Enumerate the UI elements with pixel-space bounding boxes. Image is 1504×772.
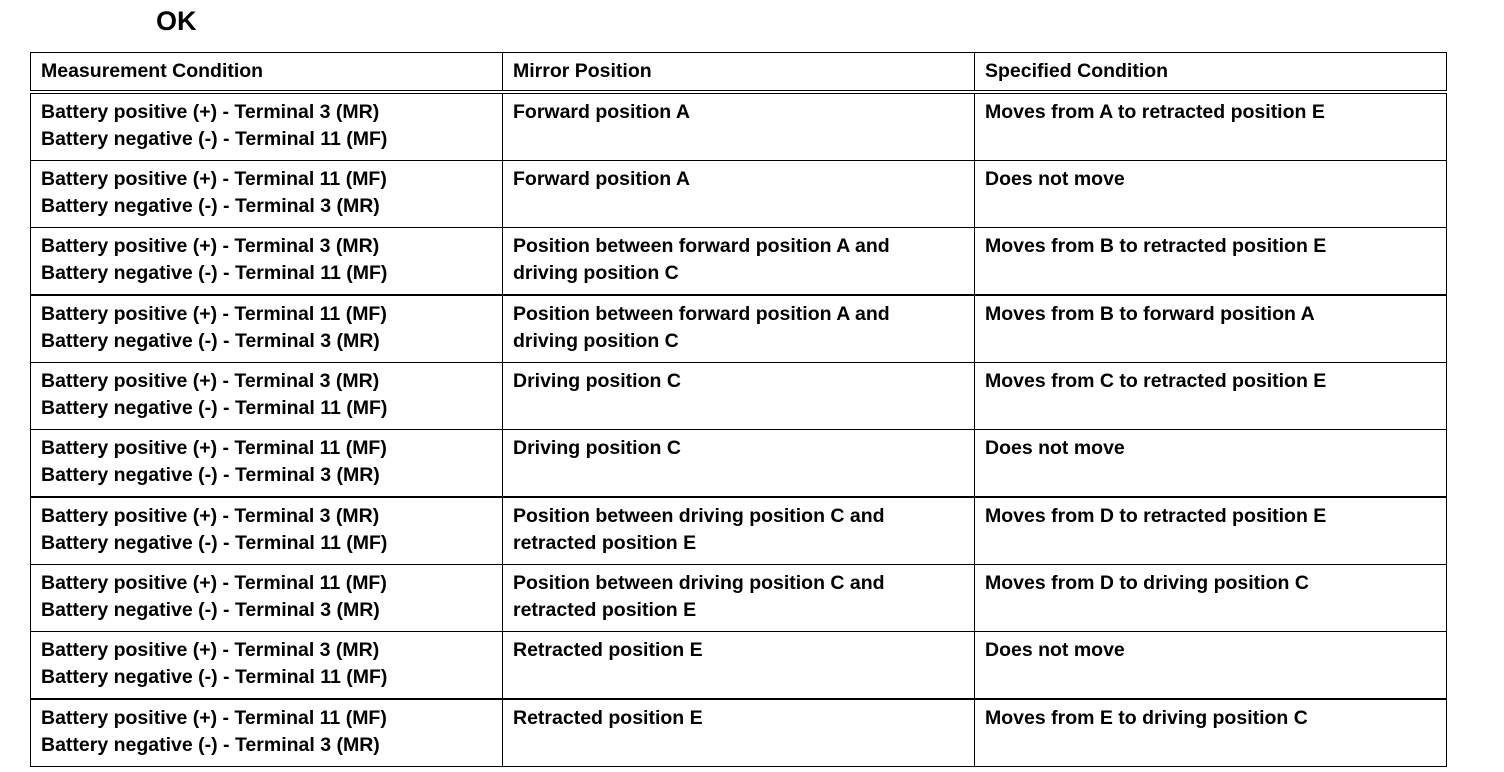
measurement-condition-cell (31, 565, 503, 632)
measurement-condition-line: Battery positive (+) - Terminal 11 (MF) (41, 303, 387, 325)
page-title: OK (156, 6, 197, 36)
mirror-position-line: Forward position A (513, 101, 690, 123)
measurement-condition-line: Battery negative (-) - Terminal 11 (MF) (41, 128, 388, 150)
measurement-condition-line: Battery negative (-) - Terminal 11 (MF) (41, 262, 388, 284)
mirror-position-cell (503, 92, 975, 161)
table-row (31, 632, 1447, 700)
mirror-position-line: driving position C (513, 330, 679, 352)
mirror-position-line: Position between forward position A and (513, 235, 890, 257)
table-row (31, 161, 1447, 228)
measurement-condition-line: Battery positive (+) - Terminal 3 (MR) (41, 505, 380, 527)
mirror-position-cell (503, 295, 975, 363)
header-measurement-condition: Measurement Condition (31, 53, 503, 93)
measurement-condition-cell (31, 92, 503, 161)
measurement-condition-line: Battery positive (+) - Terminal 3 (MR) (41, 639, 380, 661)
mirror-position-cell (503, 228, 975, 296)
measurement-condition-cell (31, 363, 503, 430)
measurement-condition-line: Battery negative (-) - Terminal 11 (MF) (41, 532, 388, 554)
measurement-condition-cell (31, 295, 503, 363)
mirror-position-cell (503, 632, 975, 700)
measurement-condition-line: Battery positive (+) - Terminal 3 (MR) (41, 101, 380, 123)
specified-condition-cell: Does not move (975, 161, 1447, 228)
specification-table (30, 52, 1447, 767)
measurement-condition-line: Battery negative (-) - Terminal 3 (MR) (41, 195, 380, 217)
mirror-position-line: Position between forward position A and (513, 303, 890, 325)
mirror-position-line: Position between driving position C and (513, 572, 885, 594)
measurement-condition-cell (31, 497, 503, 565)
table-row (31, 497, 1447, 565)
mirror-position-cell (503, 699, 975, 767)
header-specified-condition: Specified Condition (975, 53, 1447, 93)
table-row (31, 699, 1447, 767)
specified-condition-cell: Moves from D to retracted position E (975, 497, 1447, 565)
table-header (31, 53, 1447, 93)
mirror-position-line: driving position C (513, 262, 679, 284)
mirror-position-cell (503, 497, 975, 565)
measurement-condition-line: Battery negative (-) - Terminal 3 (MR) (41, 734, 380, 756)
header-row (31, 53, 1447, 93)
measurement-condition-line: Battery negative (-) - Terminal 11 (MF) (41, 666, 388, 688)
mirror-position-cell (503, 430, 975, 498)
measurement-condition-cell (31, 161, 503, 228)
specified-condition-cell: Does not move (975, 632, 1447, 700)
table-row (31, 363, 1447, 430)
header-mirror-position: Mirror Position (503, 53, 975, 93)
mirror-position-line: retracted position E (513, 599, 697, 621)
mirror-position-line: retracted position E (513, 532, 697, 554)
measurement-condition-line: Battery positive (+) - Terminal 11 (MF) (41, 168, 387, 190)
measurement-condition-line: Battery negative (-) - Terminal 3 (MR) (41, 464, 380, 486)
measurement-condition-cell (31, 632, 503, 700)
table-row (31, 565, 1447, 632)
measurement-condition-line: Battery negative (-) - Terminal 3 (MR) (41, 330, 380, 352)
table-row (31, 430, 1447, 498)
table-body (31, 92, 1447, 767)
measurement-condition-line: Battery positive (+) - Terminal 11 (MF) (41, 437, 387, 459)
mirror-position-line: Retracted position E (513, 639, 703, 661)
measurement-condition-line: Battery negative (-) - Terminal 3 (MR) (41, 599, 380, 621)
measurement-condition-line: Battery positive (+) - Terminal 3 (MR) (41, 235, 380, 257)
specified-condition-cell: Moves from D to driving position C (975, 565, 1447, 632)
specified-condition-cell: Moves from B to forward position A (975, 295, 1447, 363)
mirror-position-cell (503, 161, 975, 228)
table-row (31, 228, 1447, 296)
measurement-condition-cell (31, 699, 503, 767)
specified-condition-cell: Moves from C to retracted position E (975, 363, 1447, 430)
mirror-position-line: Driving position C (513, 370, 681, 392)
specified-condition-cell: Moves from B to retracted position E (975, 228, 1447, 296)
mirror-position-line: Forward position A (513, 168, 690, 190)
measurement-condition-line: Battery positive (+) - Terminal 3 (MR) (41, 370, 380, 392)
specified-condition-cell: Does not move (975, 430, 1447, 498)
measurement-condition-line: Battery positive (+) - Terminal 11 (MF) (41, 707, 387, 729)
mirror-position-line: Retracted position E (513, 707, 703, 729)
measurement-condition-line: Battery negative (-) - Terminal 11 (MF) (41, 397, 388, 419)
table-row (31, 295, 1447, 363)
measurement-condition-cell (31, 228, 503, 296)
measurement-condition-line: Battery positive (+) - Terminal 11 (MF) (41, 572, 387, 594)
mirror-position-line: Driving position C (513, 437, 681, 459)
specified-condition-cell: Moves from A to retracted position E (975, 92, 1447, 161)
table-row (31, 92, 1447, 161)
measurement-condition-cell (31, 430, 503, 498)
mirror-position-cell (503, 565, 975, 632)
mirror-position-line: Position between driving position C and (513, 505, 885, 527)
mirror-position-cell (503, 363, 975, 430)
specified-condition-cell: Moves from E to driving position C (975, 699, 1447, 767)
